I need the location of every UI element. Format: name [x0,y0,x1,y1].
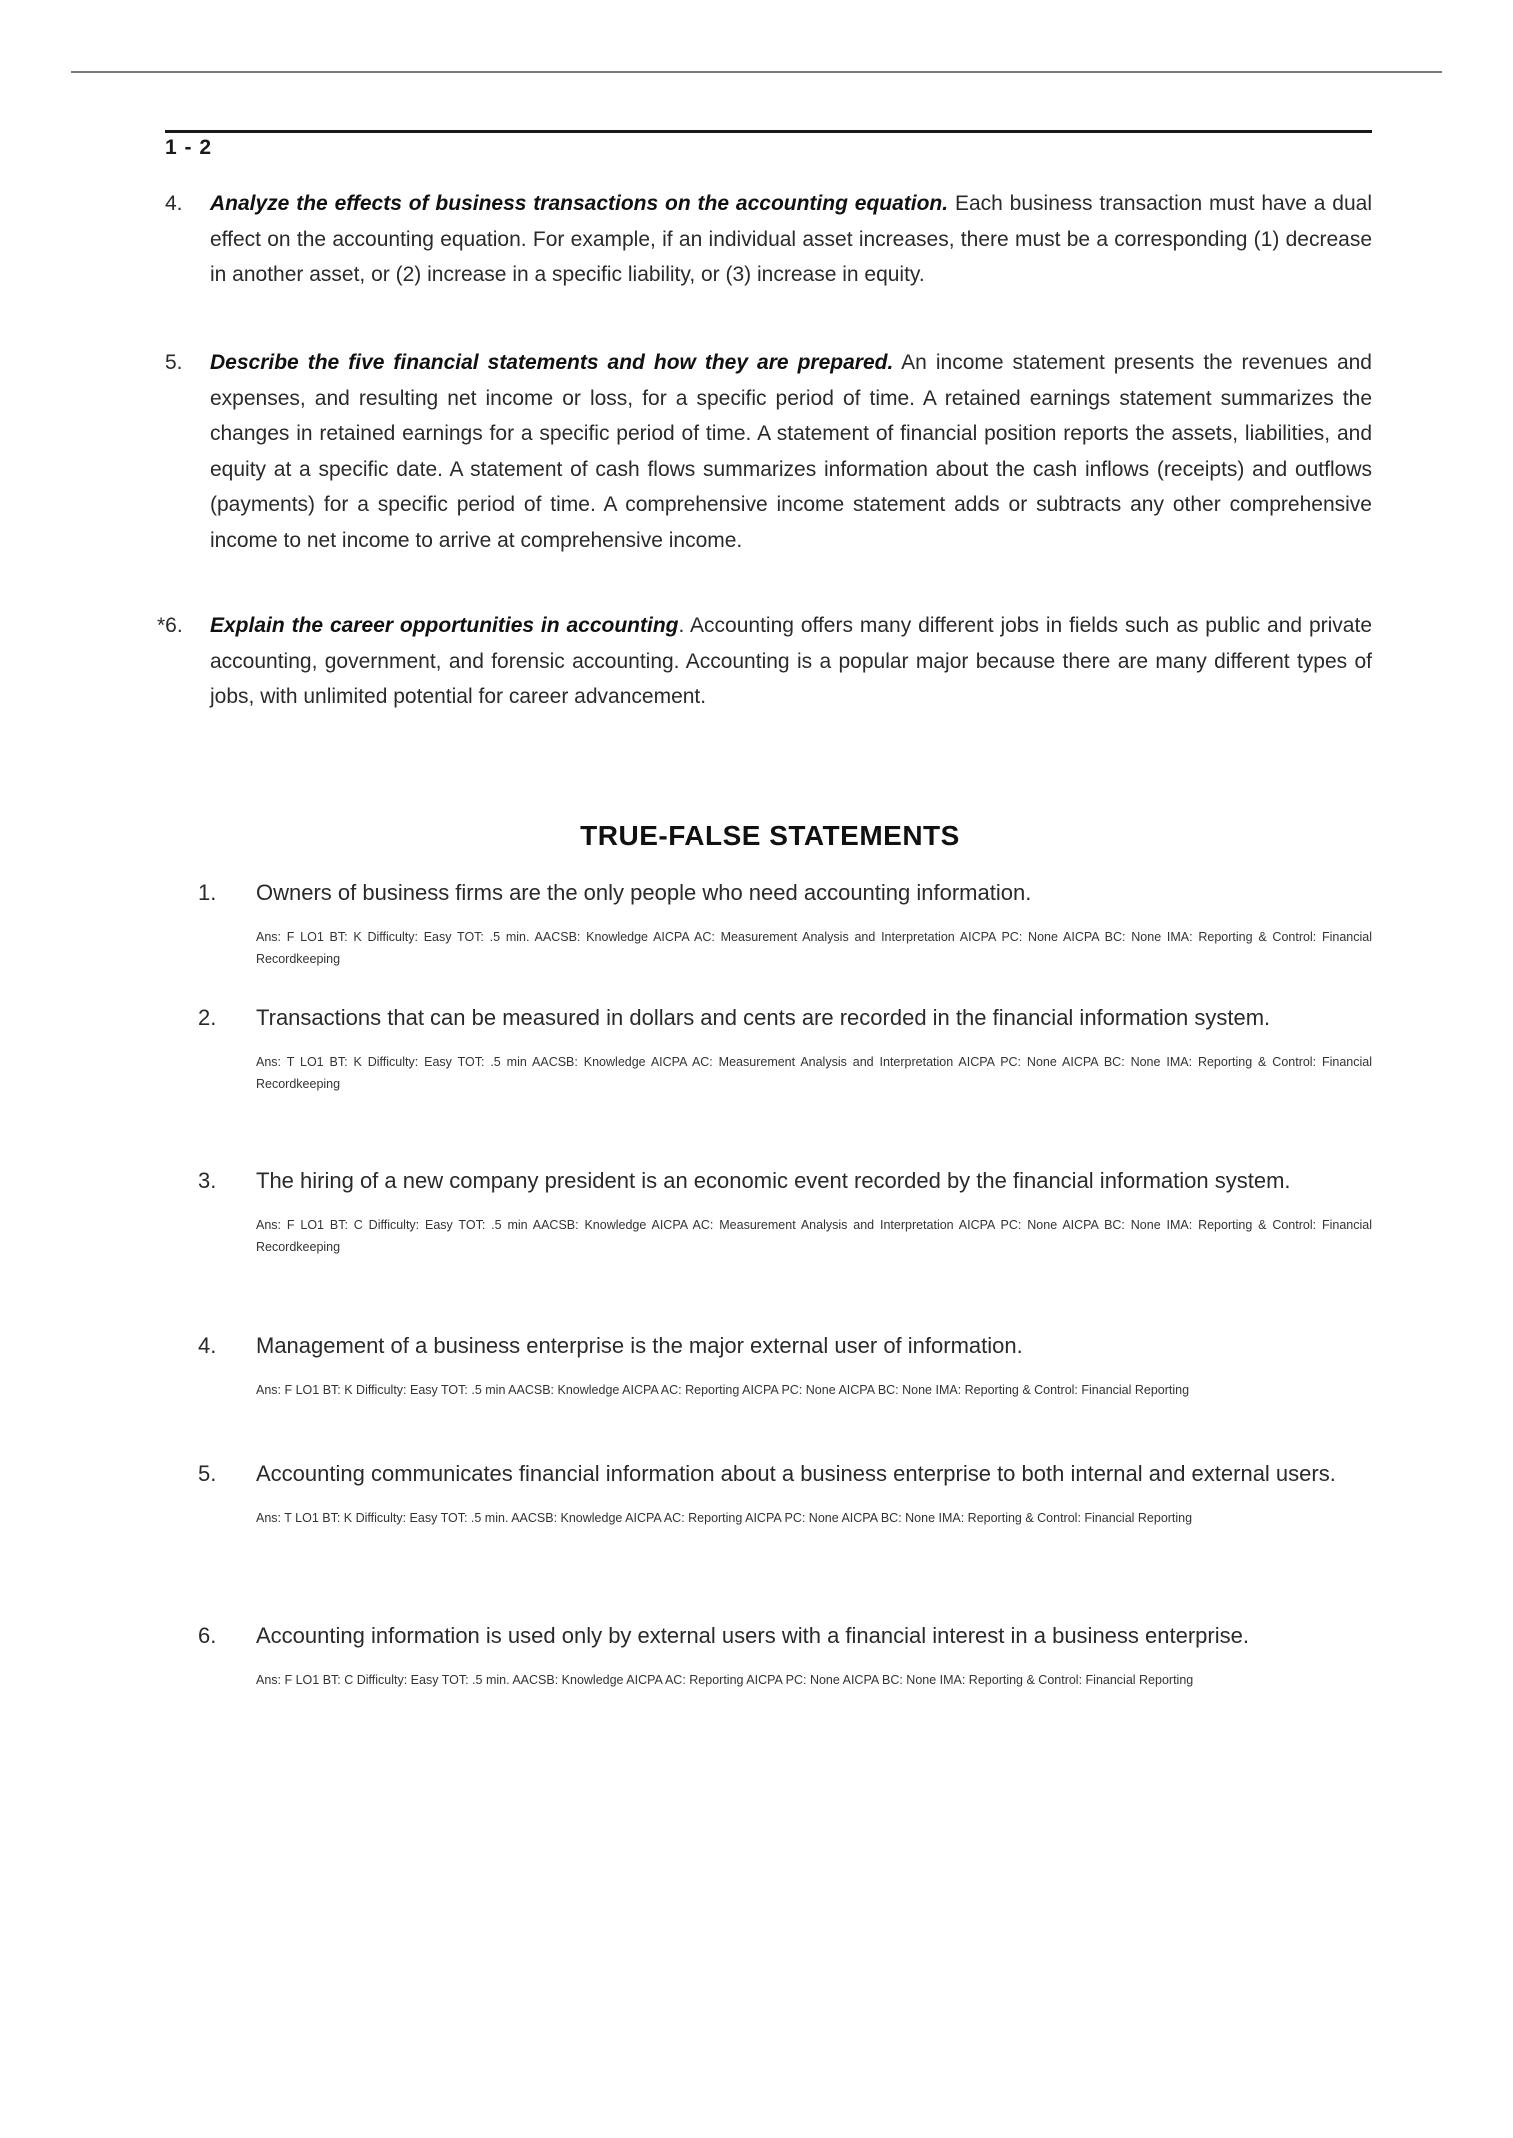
section-title: TRUE-FALSE STATEMENTS [580,820,960,851]
header-divider-grey [71,71,1442,73]
question-metadata: Ans: T LO1 BT: K Difficulty: Easy TOT: .5 min AACSB: Knowledge AICPA AC: Measurement Analysis and Interpretation AICPA PC: None AICPA BC: None IMA: Reporting & Control: Financial Recordkeeping [256,1055,1372,1091]
true-false-item [198,875,1372,970]
objective-text: An income statement presents the revenues and expenses, and resulting net income or loss, for a specific period of time. A retained earnings statement summarizes the changes in retained earnings for a specific period of time. A statement of financial position reports the assets, liabilities, and equity at a specific date. A statement of cash flows summarizes information about the cash inflows (receipts) and outflows (payments) for a specific period of time. A comprehensive income statement adds or subtracts any other comprehensive income to net income to arrive at comprehensive income. [210,351,1372,552]
header-divider-black [165,130,1372,133]
objective-number: *6. [157,614,183,637]
true-false-item [198,1618,1372,1692]
question-number: 3. [198,1168,217,1193]
learning-objective-item [165,186,1372,293]
question-statement: Owners of business firms are the only people who need accounting information. [256,880,1032,905]
question-number: 4. [198,1333,217,1358]
question-statement: The hiring of a new company president is an economic event recorded by the financial information system. [256,1168,1291,1193]
question-metadata: Ans: F LO1 BT: C Difficulty: Easy TOT: .5 min AACSB: Knowledge AICPA AC: Measurement Analysis and Interpretation AICPA PC: None AICPA BC: None IMA: Reporting & Control: Financial Recordkeeping [256,1218,1372,1254]
objective-body [210,608,1372,715]
question-number: 5. [198,1461,217,1486]
question-metadata: Ans: F LO1 BT: K Difficulty: Easy TOT: .5 min AACSB: Knowledge AICPA AC: Reporting AICPA PC: None AICPA BC: None IMA: Reporting & Control: Financial Reporting [256,1383,1190,1397]
objective-number: 5. [165,351,183,374]
objective-title: Explain the career opportunities in accounting [210,614,679,637]
page-number: 1 - 2 [165,136,213,159]
question-number: 1. [198,880,217,905]
objective-title: Analyze the effects of business transactions on the accounting equation. [210,192,949,215]
objective-text: . Accounting offers many different jobs in fields such as public and private accounting, government, and forensic accounting. Accounting is a popular major because there are many different types of jobs, with unlimited potential for career advancement. [210,614,1372,708]
learning-objective-item [165,345,1372,558]
true-false-item [198,1163,1372,1258]
true-false-item [198,1328,1372,1402]
objective-number: 4. [165,192,183,215]
learning-objective-item [157,608,1372,715]
question-metadata: Ans: F LO1 BT: C Difficulty: Easy TOT: .5 min. AACSB: Knowledge AICPA AC: Reporting AICPA PC: None AICPA BC: None IMA: Reporting & Control: Financial Reporting [256,1673,1194,1687]
question-number: 2. [198,1005,217,1030]
objective-title: Describe the five financial statements and how they are prepared. [210,351,894,374]
question-statement: Transactions that can be measured in dollars and cents are recorded in the financial information system. [256,1005,1271,1030]
objective-body [210,345,1372,558]
question-statement: Management of a business enterprise is the major external user of information. [256,1333,1023,1358]
question-statement: Accounting information is used only by external users with a financial interest in a business enterprise. [256,1623,1249,1648]
question-metadata: Ans: T LO1 BT: K Difficulty: Easy TOT: .5 min. AACSB: Knowledge AICPA AC: Reporting AICPA PC: None AICPA BC: None IMA: Reporting & Control: Financial Reporting [256,1511,1193,1525]
question-metadata: Ans: F LO1 BT: K Difficulty: Easy TOT: .5 min. AACSB: Knowledge AICPA AC: Measurement Analysis and Interpretation AICPA PC: None AICPA BC: None IMA: Reporting & Control: Financial Recordkeeping [256,930,1372,966]
true-false-item [198,1456,1372,1530]
objective-body [210,186,1372,293]
true-false-item [198,1000,1372,1095]
question-statement: Accounting communicates financial information about a business enterprise to both internal and external users. [256,1461,1336,1486]
question-number: 6. [198,1623,217,1648]
objective-text: Each business transaction must have a dual effect on the accounting equation. For example, if an individual asset increases, there must be a corresponding (1) decrease in another asset, or (2) increase in a specific liability, or (3) increase in equity. [210,192,1372,286]
